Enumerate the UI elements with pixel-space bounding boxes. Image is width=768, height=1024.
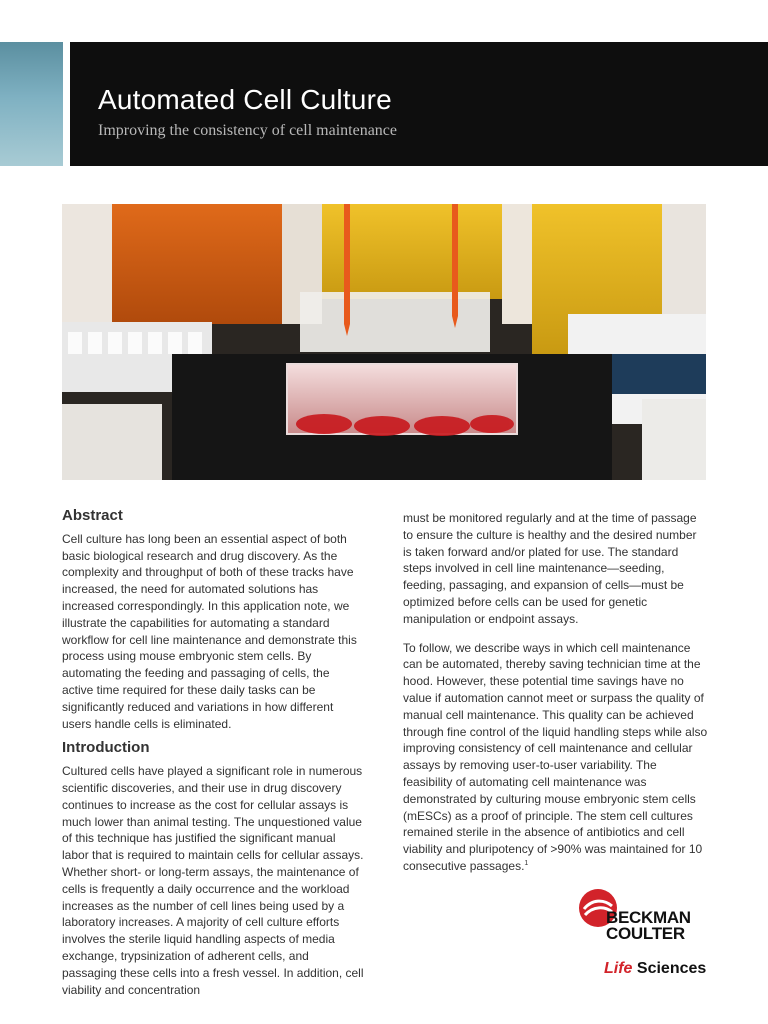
right-paragraph-2 [403, 640, 708, 875]
beckman-coulter-logo [576, 888, 716, 988]
logo-tagline [604, 960, 706, 978]
lab-automation-photo [62, 204, 706, 480]
logo-line-1: BECKMAN [606, 908, 691, 927]
logo-wordmark [606, 910, 691, 942]
side-accent-bar [0, 42, 63, 166]
logo-tagline-sciences: Sciences [636, 960, 707, 977]
logo-line-2: COULTER [606, 924, 685, 943]
right-paragraph-1: must be monitored regularly and at the time of passage to ensure the culture is healthy and the desired number is taken forward and/or plated for use. The standard steps involved in cell line maintenance—seeding, feeding, passaging, and expansion of cells—must be optimized before cells can be used for genetic manipulation or endpoint assays. [403, 511, 697, 626]
hero-photo [62, 204, 706, 480]
introduction-body: Cultured cells have played a significant role in numerous scientific discoveries, and their use in drug discovery continues to increase as the cost for cellular assays is much lower than animal testing. The unquestioned value of this technique has justified the significant manual labor that is required to maintain cells for cellular assays. Whether short- or long-term assays, the maintenance of cells is frequently a daily occurrence and the workload increases as the number of cell lines being used by a laboratory increases. A majority of cell culture efforts involves the sterile liquid handling aspects of media exchange, trypsinization of adherent cells, and passaging these cells into a fresh vessel. In addition, cell viability and concentration [62, 764, 364, 997]
introduction-heading: Introduction [62, 739, 150, 757]
top-band [0, 0, 768, 36]
title-banner [70, 42, 768, 166]
left-column [62, 508, 364, 1006]
abstract-body: Cell culture has long been an essential aspect of both basic biological research and drug discovery. As the complexity and throughput of both of these tracks have increased, the need for automated solutions has increased correspondingly. In this application note, we illustrate the capabilities for automating a standard workflow for cell line maintenance and demonstrate this process using mouse embryonic stem cells. By automating the feeding and passaging of cells, the active time required for these daily tasks can be significantly reduced and variations in how different users handle cells is eliminated. [62, 531, 357, 731]
right-column [403, 510, 708, 883]
abstract-heading: Abstract [62, 507, 123, 524]
logo-tagline-life: Life [604, 960, 633, 977]
right-paragraph-2-text: To follow, we describe ways in which cell maintenance can be automated, thereby saving technician time at the hood. However, these potential time savings have no value if automation cannot meet or surpass the quality of manual cell maintenance. This quality can be achieved through fine control of the liquid handling steps while also improving consistency of cell maintenance and cellular assays by removing user-to-user variability. The feasibility of automating cell maintenance was demonstrated by culturing mouse embryonic stem cells (mESCs) as a proof of principle. The stem cell cultures remained sterile in the absence of antibiotics and cell viability and pluripotency of >90% was maintained for 10 consecutive passages. [403, 640, 708, 873]
page-subtitle: Improving the consistency of cell maintenance [98, 122, 398, 139]
page-title: Automated Cell Culture [98, 84, 392, 115]
footnote-marker: 1 [524, 859, 529, 867]
